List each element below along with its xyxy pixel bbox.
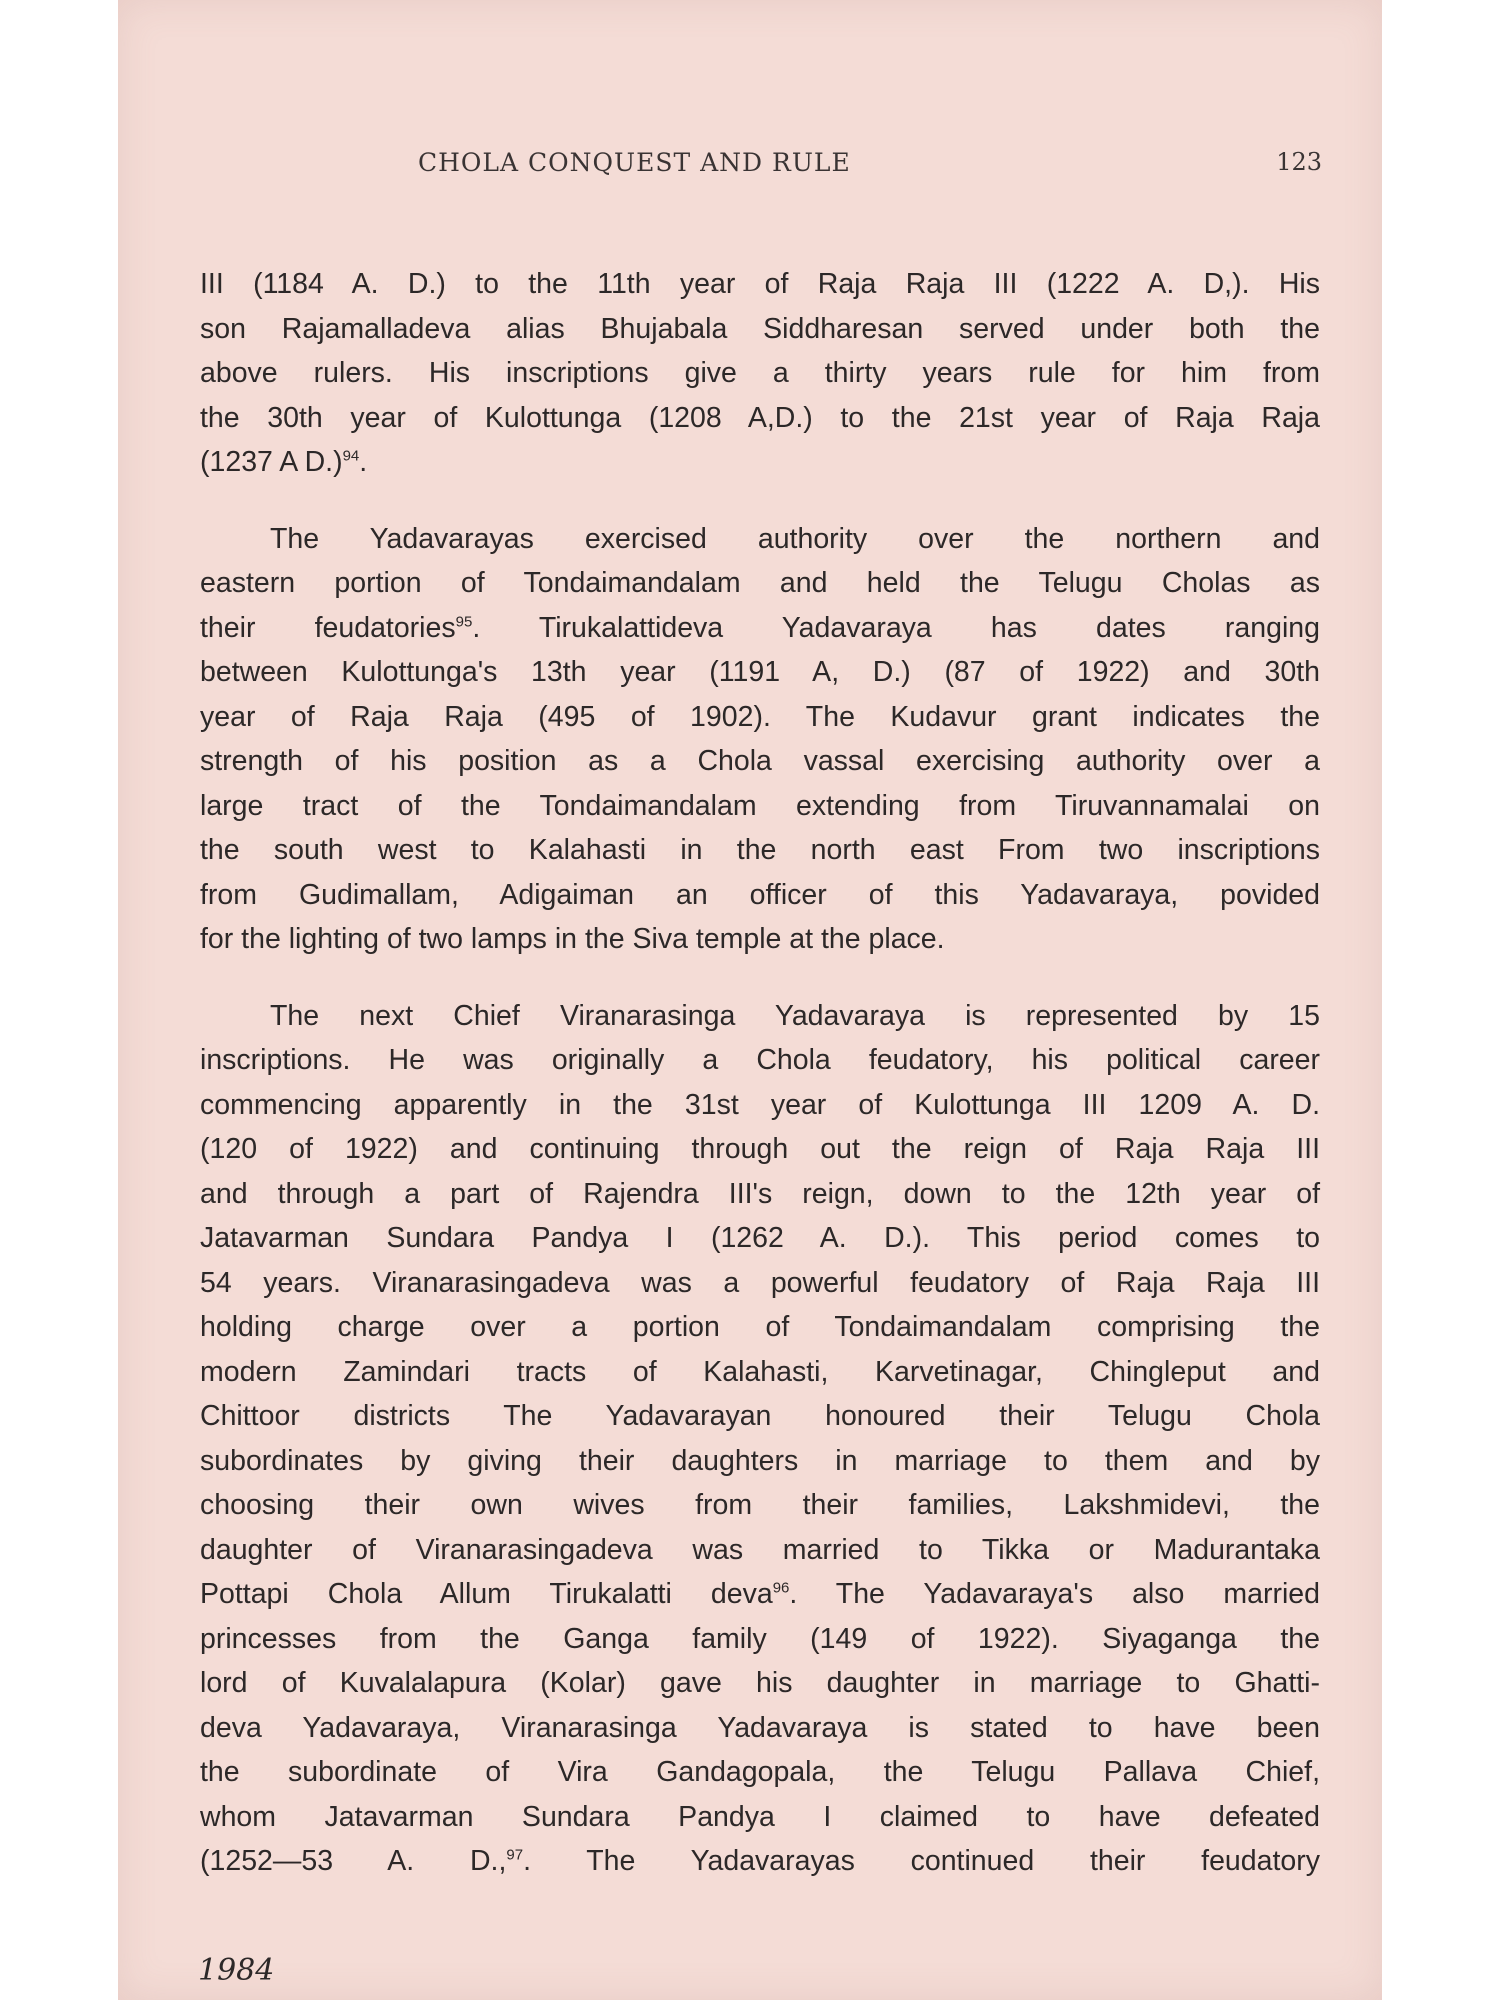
text-line: daughter of Viranarasingadeva was married to Tikka or Madurantaka xyxy=(200,1533,1320,1566)
text-line: princesses from the Ganga family (149 of 1922). Siyaganga the xyxy=(200,1622,1320,1655)
line-text: (1237 A D.) xyxy=(200,446,343,478)
text-line: whom Jatavarman Sundara Pandya I claimed to have defeated xyxy=(200,1800,1320,1833)
text-line: the 30th year of Kulottunga (1208 A,D.) to the 21st year of Raja Raja xyxy=(200,401,1320,434)
text-line: Jatavarman Sundara Pandya I (1262 A. D.). This period comes to xyxy=(200,1222,1320,1254)
text-line: choosing their own wives from their families, Lakshmidevi, the xyxy=(200,1489,1320,1521)
running-head xyxy=(118,148,1382,188)
text-line: (120 of 1922) and continuing through out the reign of Raja Raja III xyxy=(200,1133,1320,1165)
paragraph-gap xyxy=(200,962,1320,994)
text-line: above rulers. His inscriptions give a thirty years rule for him from xyxy=(200,357,1320,389)
text-line: The next Chief Viranarasinga Yadavaraya is represented by 15 xyxy=(270,999,1320,1032)
paragraph-gap xyxy=(200,485,1320,517)
text-line: Chittoor districts The Yadavarayan honoured their Telugu Chola xyxy=(200,1400,1320,1432)
footnote-ref-96: 96 xyxy=(772,1579,790,1597)
running-title: CHOLA CONQUEST AND RULE xyxy=(418,148,851,177)
text-line: eastern portion of Tondaimandalam and held the Telugu Cholas as xyxy=(200,567,1320,599)
page-number: 123 xyxy=(1276,148,1322,176)
line-text: . The Yadavarayas continued their feudatory xyxy=(523,1845,1320,1877)
text-line: The Yadavarayas exercised authority over the northern and xyxy=(270,522,1320,555)
text-line xyxy=(200,606,1320,651)
line-text: their feudatories xyxy=(200,611,456,644)
footnote-ref-97: 97 xyxy=(506,1846,524,1864)
text-line: holding charge over a portion of Tondaimandalam comprising the xyxy=(200,1311,1320,1343)
text-line: deva Yadavaraya, Viranarasinga Yadavaraya is stated to have been xyxy=(200,1711,1320,1744)
text-line: inscriptions. He was originally a Chola feudatory, his political career xyxy=(200,1044,1320,1076)
text-line: the subordinate of Vira Gandagopala, the Telugu Pallava Chief, xyxy=(200,1756,1320,1788)
text-line: between Kulottunga's 13th year (1191 A, D.) (87 of 1922) and 30th xyxy=(200,656,1320,688)
text-line: large tract of the Tondaimandalam extending from Tiruvannamalai on xyxy=(200,789,1320,822)
footnote-ref-94: 94 xyxy=(342,447,360,465)
text-line: modern Zamindari tracts of Kalahasti, Karvetinagar, Chingleput and xyxy=(200,1355,1320,1388)
text-line: 54 years. Viranarasingadeva was a powerful feudatory of Raja Raja III xyxy=(200,1266,1320,1299)
body-text xyxy=(200,262,1320,1884)
text-line: for the lighting of two lamps in the Siva temple at the place. xyxy=(200,923,945,955)
line-text: (1252—53 A. D., xyxy=(200,1845,507,1877)
text-line: and through a part of Rajendra III's reign, down to the 12th year of xyxy=(200,1177,1320,1210)
text-line: year of Raja Raja (495 of 1902). The Kudavur grant indicates the xyxy=(200,700,1320,733)
text-line xyxy=(200,1839,1320,1884)
text-line: III (1184 A. D.) to the 11th year of Raja Raja III (1222 A. D,). His xyxy=(200,268,1320,300)
line-text: . The Yadavaraya's also married xyxy=(789,1578,1320,1610)
footnote-ref-95: 95 xyxy=(455,613,473,630)
text-line xyxy=(200,1572,1320,1617)
paragraph-2 xyxy=(200,517,1320,962)
book-page xyxy=(118,0,1382,2000)
text-line: son Rajamalladeva alias Bhujabala Siddharesan served under both the xyxy=(200,312,1320,345)
paragraph-3 xyxy=(200,994,1320,1884)
footer-year: 1984 xyxy=(198,1953,275,1988)
line-text: Pottapi Chola Allum Tirukalatti deva xyxy=(200,1578,773,1610)
text-line: commencing apparently in the 31st year of Kulottunga III 1209 A. D. xyxy=(200,1088,1320,1121)
text-line: (1237 A D.)$^{94}$. xyxy=(200,446,368,478)
text-line: the south west to Kalahasti in the north east From two inscriptions xyxy=(200,834,1320,866)
text-line: subordinates by giving their daughters in marriage to them and by xyxy=(200,1444,1320,1477)
paragraph-1 xyxy=(200,262,1320,485)
text-line: from Gudimallam, Adigaiman an officer of this Yadavaraya, povided xyxy=(200,878,1320,911)
line-text: . Tirukalattideva Yadavaraya has dates ranging xyxy=(472,611,1320,644)
text-line: strength of his position as a Chola vassal exercising authority over a xyxy=(200,745,1320,777)
text-line: lord of Kuvalalapura (Kolar) gave his daughter in marriage to Ghatti- xyxy=(200,1667,1320,1699)
